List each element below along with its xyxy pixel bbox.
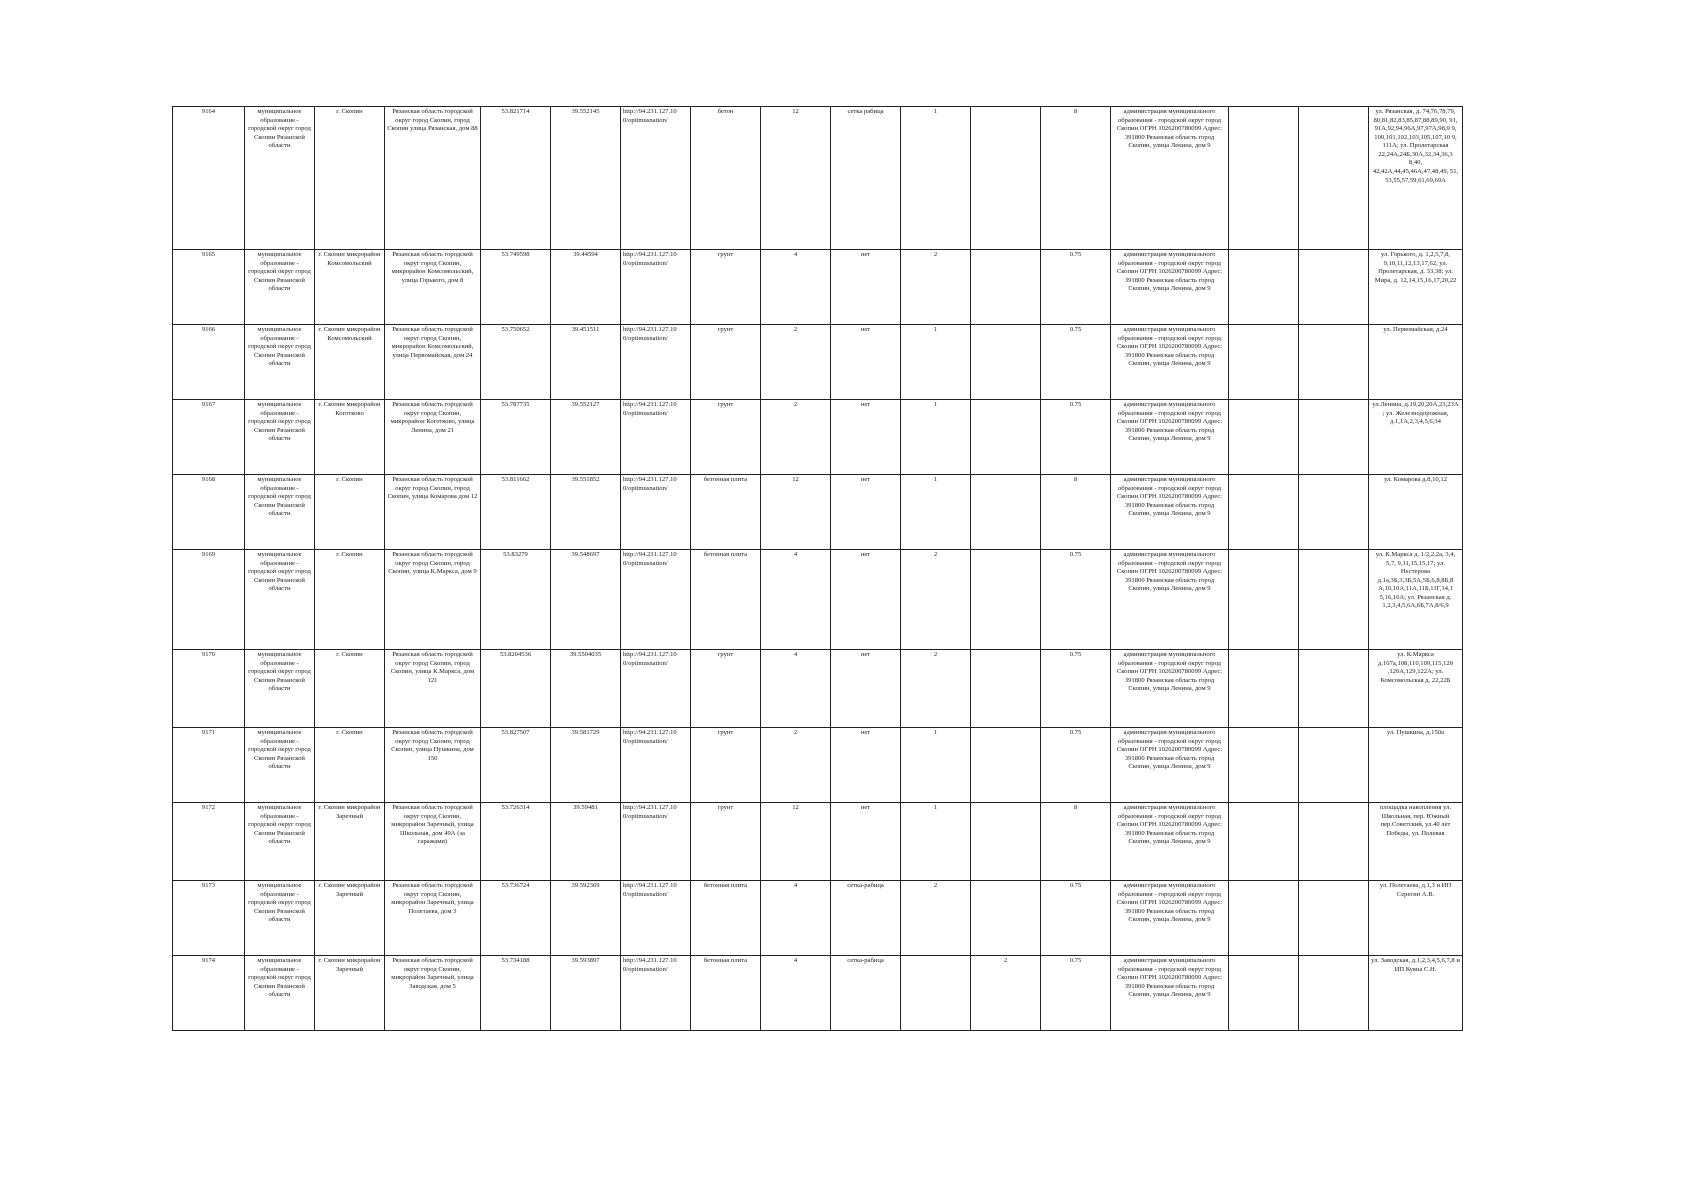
cell-surface: грунт bbox=[691, 400, 761, 475]
cell-sources: ул. Комарова д.8,10,12 bbox=[1369, 475, 1463, 550]
cell-address: Рязанская область городской округ город Скопин, микрорайон Заречный, улица Школьная, дом 49А (за гаражами) bbox=[385, 803, 481, 881]
cell-volume: 0.75 bbox=[1041, 650, 1111, 728]
cell-surface: бетон bbox=[691, 107, 761, 250]
cell-url[interactable]: http://94.231.127.10 0/optimusnation/ bbox=[621, 803, 691, 881]
cell-sources: ул. К.Маркса д.107а,108,110,109,115,120 ,120А,129,122А; ул. Комсомольская д. 22,22Б bbox=[1369, 650, 1463, 728]
cell-volume: 8 bbox=[1041, 803, 1111, 881]
cell-fence: нет bbox=[831, 803, 901, 881]
cell-extra1 bbox=[1229, 475, 1299, 550]
cell-extra2 bbox=[1299, 475, 1369, 550]
cell-extra1 bbox=[1229, 550, 1299, 650]
cell-containers: 1 bbox=[901, 728, 971, 803]
cell-containers2 bbox=[971, 325, 1041, 400]
cell-url[interactable]: http://94.231.127.10 0/optimusnation/ bbox=[621, 475, 691, 550]
cell-area: 12 bbox=[761, 475, 831, 550]
cell-lon: 39.552145 bbox=[551, 107, 621, 250]
cell-id: 9166 bbox=[173, 325, 245, 400]
cell-extra2 bbox=[1299, 325, 1369, 400]
cell-containers: 1 bbox=[901, 107, 971, 250]
cell-volume: 0.75 bbox=[1041, 956, 1111, 1031]
cell-url[interactable]: http://94.231.127.10 0/optimusnation/ bbox=[621, 728, 691, 803]
cell-extra1 bbox=[1229, 728, 1299, 803]
cell-extra1 bbox=[1229, 956, 1299, 1031]
cell-sources: площадка накопления ул. Школьная, пер. Южный пер.Советский, ул.40 лет Победы, ул. Полевая bbox=[1369, 803, 1463, 881]
cell-holder: администрация муниципального образования - городской округ город Скопин ОГРН 1026200780099 Адрес: 391800 Рязанская область город Скопин, улица Ленина, дом 9 bbox=[1111, 956, 1229, 1031]
cell-sources: ул. Горького, д. 1,2,5,7,8, 9,10,11,12,13,17,62, ул. Пролетарская, д. 33,38; ул. Мира, д. 12,14,15,16,17,20,22 bbox=[1369, 250, 1463, 325]
cell-lat: 53.750652 bbox=[481, 325, 551, 400]
cell-owner: муниципальное образование - городской округ город Скопин Рязанской области bbox=[245, 956, 315, 1031]
cell-extra2 bbox=[1299, 107, 1369, 250]
cell-id: 9170 bbox=[173, 650, 245, 728]
cell-containers2 bbox=[971, 803, 1041, 881]
cell-fence: нет bbox=[831, 550, 901, 650]
cell-holder: администрация муниципального образования - городской округ город Скопин ОГРН 1026200780099 Адрес: 391800 Рязанская область город Скопин, улица Ленина, дом 9 bbox=[1111, 881, 1229, 956]
cell-url[interactable]: http://94.231.127.10 0/optimusnation/ bbox=[621, 107, 691, 250]
cell-surface: грунт bbox=[691, 250, 761, 325]
cell-volume: 0.75 bbox=[1041, 250, 1111, 325]
cell-sources: ул. Полетаева, д.1,3 и ИП Серегин А.В. bbox=[1369, 881, 1463, 956]
cell-area: 4 bbox=[761, 550, 831, 650]
cell-owner: муниципальное образование - городской округ город Скопин Рязанской области bbox=[245, 550, 315, 650]
cell-holder: администрация муниципального образования - городской округ город Скопин ОГРН 1026200780099 Адрес: 391800 Рязанская область город Скопин, улица Ленина, дом 9 bbox=[1111, 475, 1229, 550]
cell-area: 2 bbox=[761, 728, 831, 803]
cell-locality: г. Скопин микрорайон Заречный bbox=[315, 881, 385, 956]
cell-owner: муниципальное образование - городской округ город Скопин Рязанской области bbox=[245, 803, 315, 881]
cell-owner: муниципальное образование - городской округ город Скопин Рязанской области bbox=[245, 650, 315, 728]
table-row bbox=[173, 881, 1463, 956]
table-row bbox=[173, 803, 1463, 881]
cell-containers2 bbox=[971, 550, 1041, 650]
cell-holder: администрация муниципального образования - городской округ город Скопин ОГРН 1026200780099 Адрес: 391800 Рязанская область город Скопин, улица Ленина, дом 9 bbox=[1111, 250, 1229, 325]
cell-owner: муниципальное образование - городской округ город Скопин Рязанской области bbox=[245, 475, 315, 550]
cell-surface: грунт bbox=[691, 325, 761, 400]
cell-address: Рязанская область городской округ город Скопин, микрорайон Заречный, улица Заводская, дом 5 bbox=[385, 956, 481, 1031]
cell-containers2 bbox=[971, 881, 1041, 956]
cell-surface: бетонная плита bbox=[691, 550, 761, 650]
cell-area: 12 bbox=[761, 803, 831, 881]
cell-owner: муниципальное образование - городской округ город Скопин Рязанской области bbox=[245, 107, 315, 250]
cell-sources: ул. Рязанская, д. 74,76,78,79, 80,81,82,83,85,87,88,89,90, 91, 91А,92,94,96А,97,97А,98,9 9, 100,101,102,103,105,107,10 9, 111А; ул. Пролетарская 22,24А,24Б,30А,32,34,36,3 8,40, 42,42А,44,45,46А,47,48,49, 51, 53,55,57,59,61,69,69А bbox=[1369, 107, 1463, 250]
cell-url[interactable]: http://94.231.127.10 0/optimusnation/ bbox=[621, 650, 691, 728]
cell-fence: нет bbox=[831, 325, 901, 400]
cell-locality: г. Скопин bbox=[315, 728, 385, 803]
cell-extra2 bbox=[1299, 803, 1369, 881]
cell-containers2 bbox=[971, 650, 1041, 728]
cell-volume: 8 bbox=[1041, 107, 1111, 250]
table-row bbox=[173, 650, 1463, 728]
cell-containers bbox=[901, 956, 971, 1031]
cell-fence: нет bbox=[831, 650, 901, 728]
cell-surface: грунт bbox=[691, 728, 761, 803]
cell-lat: 53.734188 bbox=[481, 956, 551, 1031]
cell-containers: 1 bbox=[901, 325, 971, 400]
cell-volume: 0.75 bbox=[1041, 728, 1111, 803]
cell-extra1 bbox=[1229, 881, 1299, 956]
cell-id: 9171 bbox=[173, 728, 245, 803]
cell-owner: муниципальное образование - городской округ город Скопин Рязанской области bbox=[245, 250, 315, 325]
table-row bbox=[173, 325, 1463, 400]
cell-url[interactable]: http://94.231.127.10 0/optimusnation/ bbox=[621, 400, 691, 475]
cell-holder: администрация муниципального образования - городской округ город Скопин ОГРН 1026200780099 Адрес: 391800 Рязанская область город Скопин, улица Ленина, дом 9 bbox=[1111, 325, 1229, 400]
cell-id: 9174 bbox=[173, 956, 245, 1031]
cell-address: Рязанская область городской округ город Скопин, город Скопин, улица Пушкина, дом 150 bbox=[385, 728, 481, 803]
cell-locality: г. Скопин bbox=[315, 650, 385, 728]
cell-containers: 2 bbox=[901, 881, 971, 956]
table-row bbox=[173, 550, 1463, 650]
cell-area: 4 bbox=[761, 250, 831, 325]
cell-locality: г. Скопин микрорайон Комсомольский bbox=[315, 250, 385, 325]
cell-lat: 53.736724 bbox=[481, 881, 551, 956]
cell-containers2 bbox=[971, 250, 1041, 325]
table-row bbox=[173, 107, 1463, 250]
cell-lat: 53.827507 bbox=[481, 728, 551, 803]
cell-extra1 bbox=[1229, 250, 1299, 325]
cell-id: 9173 bbox=[173, 881, 245, 956]
cell-lon: 39.5504035 bbox=[551, 650, 621, 728]
cell-fence: сетка-рабица bbox=[831, 956, 901, 1031]
cell-url[interactable]: http://94.231.127.10 0/optimusnation/ bbox=[621, 325, 691, 400]
cell-extra2 bbox=[1299, 550, 1369, 650]
cell-volume: 0.75 bbox=[1041, 550, 1111, 650]
cell-url[interactable]: http://94.231.127.10 0/optimusnation/ bbox=[621, 956, 691, 1031]
cell-volume: 0.75 bbox=[1041, 881, 1111, 956]
cell-area: 4 bbox=[761, 650, 831, 728]
cell-fence: нет bbox=[831, 250, 901, 325]
cell-lat: 53.726314 bbox=[481, 803, 551, 881]
cell-locality: г. Скопин bbox=[315, 475, 385, 550]
cell-holder: администрация муниципального образования - городской округ город Скопин ОГРН 1026200780099 Адрес: 391800 Рязанская область город Скопин, улица Ленина, дом 9 bbox=[1111, 107, 1229, 250]
cell-holder: администрация муниципального образования - городской округ город Скопин ОГРН 1026200780099 Адрес: 391800 Рязанская область город Скопин, улица Ленина, дом 9 bbox=[1111, 803, 1229, 881]
cell-address: Рязанская область городской округ город Скопин, микрорайон Комсомольский, улица Горького, дом 8 bbox=[385, 250, 481, 325]
cell-locality: г. Скопин микрорайон Заречный bbox=[315, 956, 385, 1031]
cell-address: Рязанская область городской округ город Скопин, микрорайон Заречный, улица Полетаева, дом 3 bbox=[385, 881, 481, 956]
cell-id: 9167 bbox=[173, 400, 245, 475]
table-row bbox=[173, 475, 1463, 550]
cell-url[interactable]: http://94.231.127.10 0/optimusnation/ bbox=[621, 250, 691, 325]
cell-surface: грунт bbox=[691, 650, 761, 728]
cell-containers2: 2 bbox=[971, 956, 1041, 1031]
cell-sources: ул. Пушкина, д.150а bbox=[1369, 728, 1463, 803]
cell-id: 9168 bbox=[173, 475, 245, 550]
cell-containers2 bbox=[971, 107, 1041, 250]
cell-area: 2 bbox=[761, 400, 831, 475]
cell-extra1 bbox=[1229, 650, 1299, 728]
cell-sources: ул. К.Маркса д. 1/2,2,2а, 3,4, 5,7, 9,11,15,15,17; ул. Нестерова д.1а,3Б,3,3Б,5А,5Б,6,8,8Б,8 А,10,10А,11А,11Б,11Г,14,1 5,16,16А; ул. Рязанская д. 1,2,3,4,5,6А,6Б,7А,8/6,9 bbox=[1369, 550, 1463, 650]
cell-lon: 39.451511 bbox=[551, 325, 621, 400]
cell-area: 4 bbox=[761, 881, 831, 956]
table-row bbox=[173, 956, 1463, 1031]
cell-extra2 bbox=[1299, 728, 1369, 803]
cell-fence: нет bbox=[831, 728, 901, 803]
cell-id: 9172 bbox=[173, 803, 245, 881]
cell-owner: муниципальное образование - городской округ город Скопин Рязанской области bbox=[245, 325, 315, 400]
cell-address: Рязанская область городской округ город Скопин, город Скопин, улица К.Маркса, дом 9 bbox=[385, 550, 481, 650]
cell-containers: 2 bbox=[901, 250, 971, 325]
cell-lat: 53.821714 bbox=[481, 107, 551, 250]
cell-sources: ул. Заводская, д.1,2,3,4,5,6,7,8 и ИП Куяна С.Н. bbox=[1369, 956, 1463, 1031]
cell-containers2 bbox=[971, 475, 1041, 550]
cell-lon: 39.552127 bbox=[551, 400, 621, 475]
cell-address: Рязанская область городской округ город Скопин, город Скопин, улица К.Маркса, дом 121 bbox=[385, 650, 481, 728]
registry-table bbox=[172, 106, 1463, 1031]
cell-locality: г. Скопин микрорайон Коготково bbox=[315, 400, 385, 475]
cell-lon: 39.551852 bbox=[551, 475, 621, 550]
cell-url[interactable]: http://94.231.127.10 0/optimusnation/ bbox=[621, 550, 691, 650]
cell-fence: нет bbox=[831, 400, 901, 475]
cell-extra1 bbox=[1229, 107, 1299, 250]
cell-id: 9165 bbox=[173, 250, 245, 325]
cell-containers: 1 bbox=[901, 400, 971, 475]
cell-id: 9164 bbox=[173, 107, 245, 250]
cell-fence: сетка-рабица bbox=[831, 881, 901, 956]
cell-lon: 39.44594 bbox=[551, 250, 621, 325]
cell-containers: 1 bbox=[901, 803, 971, 881]
cell-holder: администрация муниципального образования - городской округ город Скопин ОГРН 1026200780099 Адрес: 391800 Рязанская область город Скопин, улица Ленина, дом 9 bbox=[1111, 550, 1229, 650]
cell-extra2 bbox=[1299, 650, 1369, 728]
table-row bbox=[173, 728, 1463, 803]
cell-sources: ул.Ленина, д.19,20,20А,23,23А ; ул. Железнодорожная, д.1,1А,2,3,4,5,6,34 bbox=[1369, 400, 1463, 475]
cell-address: Рязанская область городской округ город Скопин, микрорайон Коготково, улица Ленина, дом 21 bbox=[385, 400, 481, 475]
cell-fence: нет bbox=[831, 475, 901, 550]
cell-surface: бетонная плита bbox=[691, 475, 761, 550]
cell-extra1 bbox=[1229, 400, 1299, 475]
cell-locality: г. Скопин микрорайон Комсомольский bbox=[315, 325, 385, 400]
cell-locality: г. Скопин bbox=[315, 550, 385, 650]
cell-lon: 39.593897 bbox=[551, 956, 621, 1031]
cell-extra1 bbox=[1229, 325, 1299, 400]
cell-holder: администрация муниципального образования - городской округ город Скопин ОГРН 1026200780099 Адрес: 391800 Рязанская область город Скопин, улица Ленина, дом 9 bbox=[1111, 650, 1229, 728]
cell-containers: 2 bbox=[901, 650, 971, 728]
cell-containers: 1 bbox=[901, 475, 971, 550]
cell-lon: 39.548697 bbox=[551, 550, 621, 650]
cell-lon: 39.581729 bbox=[551, 728, 621, 803]
cell-fence: сетка рабица bbox=[831, 107, 901, 250]
cell-address: Рязанская область городской округ город Скопин, микрорайон Комсомольский, улица Первомайская, дом 24 bbox=[385, 325, 481, 400]
cell-volume: 0.75 bbox=[1041, 325, 1111, 400]
cell-extra2 bbox=[1299, 956, 1369, 1031]
table-row bbox=[173, 400, 1463, 475]
cell-lat: 53.83279 bbox=[481, 550, 551, 650]
cell-lat: 53.787735 bbox=[481, 400, 551, 475]
cell-owner: муниципальное образование - городской округ город Скопин Рязанской области bbox=[245, 881, 315, 956]
cell-surface: бетонная плита bbox=[691, 881, 761, 956]
cell-lon: 39.59481 bbox=[551, 803, 621, 881]
cell-lat: 53.811662 bbox=[481, 475, 551, 550]
cell-id: 9169 bbox=[173, 550, 245, 650]
cell-extra2 bbox=[1299, 250, 1369, 325]
cell-locality: г. Скопин bbox=[315, 107, 385, 250]
cell-area: 4 bbox=[761, 956, 831, 1031]
cell-surface: бетонная плита bbox=[691, 956, 761, 1031]
cell-area: 2 bbox=[761, 325, 831, 400]
cell-owner: муниципальное образование - городской округ город Скопин Рязанской области bbox=[245, 400, 315, 475]
cell-address: Рязанская область городской округ город Скопин, город Скопин улица Рязанская, дом 88 bbox=[385, 107, 481, 250]
cell-holder: администрация муниципального образования - городской округ город Скопин ОГРН 1026200780099 Адрес: 391800 Рязанская область город Скопин, улица Ленина, дом 9 bbox=[1111, 728, 1229, 803]
cell-volume: 0.75 bbox=[1041, 400, 1111, 475]
cell-containers: 2 bbox=[901, 550, 971, 650]
cell-area: 12 bbox=[761, 107, 831, 250]
cell-sources: ул. Первомайская, д.24 bbox=[1369, 325, 1463, 400]
cell-containers2 bbox=[971, 728, 1041, 803]
cell-address: Рязанская область городской округ город Скопин, город Скопин, улица Комарова дом 12 bbox=[385, 475, 481, 550]
cell-surface: грунт bbox=[691, 803, 761, 881]
cell-lat: 53.749598 bbox=[481, 250, 551, 325]
cell-extra1 bbox=[1229, 803, 1299, 881]
cell-extra2 bbox=[1299, 881, 1369, 956]
cell-lat: 53.8204536 bbox=[481, 650, 551, 728]
cell-holder: администрация муниципального образования - городской округ город Скопин ОГРН 1026200780099 Адрес: 391800 Рязанская область город Скопин, улица Ленина, дом 9 bbox=[1111, 400, 1229, 475]
cell-extra2 bbox=[1299, 400, 1369, 475]
cell-url[interactable]: http://94.231.127.10 0/optimusnation/ bbox=[621, 881, 691, 956]
cell-owner: муниципальное образование - городской округ город Скопин Рязанской области bbox=[245, 728, 315, 803]
cell-containers2 bbox=[971, 400, 1041, 475]
cell-volume: 8 bbox=[1041, 475, 1111, 550]
table-row bbox=[173, 250, 1463, 325]
cell-locality: г. Скопин микрорайон Заречный bbox=[315, 803, 385, 881]
cell-lon: 39.592369 bbox=[551, 881, 621, 956]
